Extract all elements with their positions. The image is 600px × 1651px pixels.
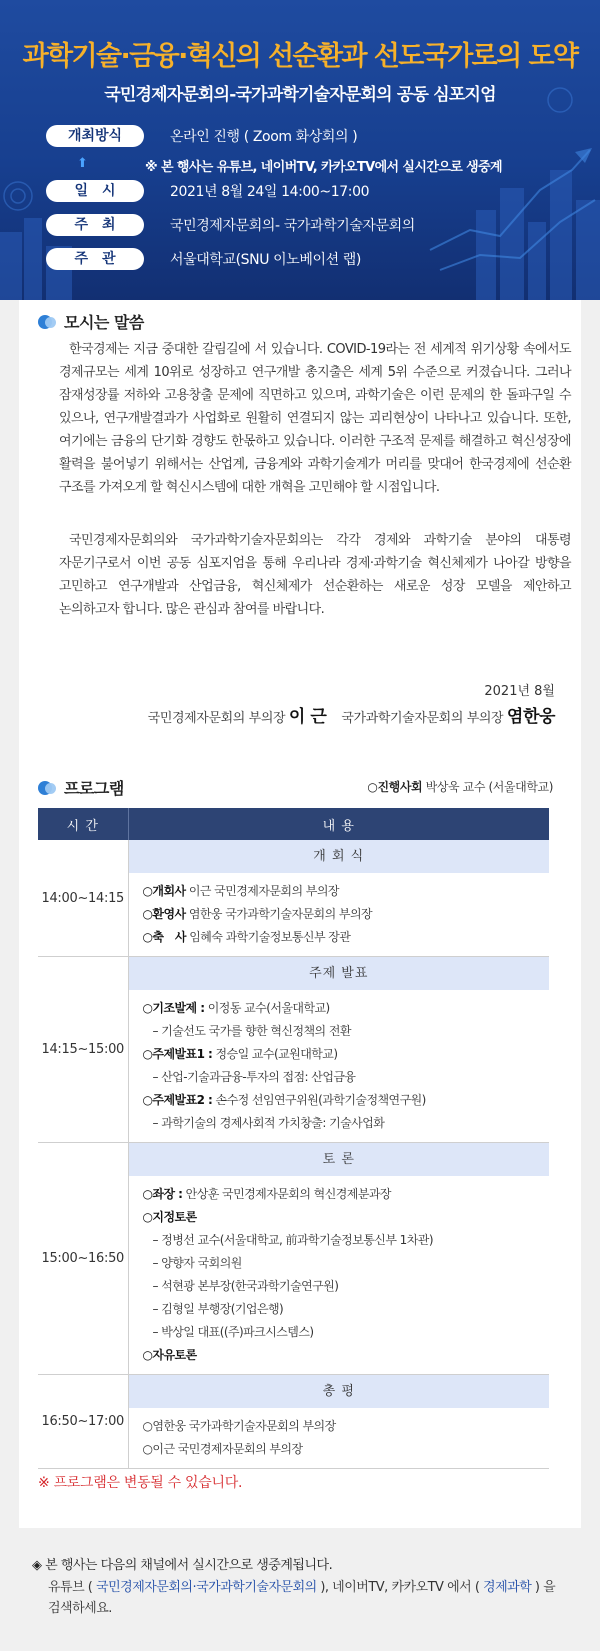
list-item [143, 880, 550, 903]
info-value: 온라인 진행 ( Zoom 화상회의 ) [170, 129, 358, 145]
bullet-dot-icon [38, 781, 56, 795]
event-subtitle: 국민경제자문회의-국가과학기술자문회의 공동 심포지엄 [104, 85, 496, 105]
event-title: 과학기술·금융·혁신의 선순환과 선도국가로의 도약 [22, 41, 578, 72]
youtube-channel-link[interactable]: 국민경제자문회의·국가과학기술자문회의 [96, 1580, 317, 1595]
search-keyword-link[interactable]: 경제과학 [483, 1580, 532, 1595]
signer2-role: 국가과학기술자문회의 부의장 [341, 711, 504, 726]
info-label: 일 시 [46, 180, 144, 202]
item-label: ○개회사 [142, 884, 186, 898]
info-label: 주 최 [46, 214, 144, 236]
arrow-up-icon: ⬆ [77, 156, 88, 171]
footer-text: ) 을 검색하세요. [48, 1580, 556, 1616]
item-text: – 박상일 대표((주)파크시스템스) [152, 1325, 314, 1339]
item-text: 안상훈 국민경제자문회의 혁신경제분과장 [182, 1187, 391, 1201]
info-label: 주 관 [46, 248, 144, 270]
footer-line: ◈ 본 행사는 다음의 채널에서 실시간으로 생중계됩니다. [32, 1558, 333, 1573]
item-text: 염한웅 국가과학기술자문회의 부의장 [185, 907, 373, 921]
session-title: 주제 발표 [129, 957, 550, 990]
item-label: ○지정토론 [142, 1210, 197, 1224]
item-label: ○좌장 : [142, 1187, 183, 1201]
list-item [143, 1206, 550, 1229]
session-items [129, 1176, 550, 1374]
item-text: – 정병선 교수(서울대학교, 前과학기술정보통신부 1차관) [152, 1233, 433, 1247]
list-item [143, 903, 550, 926]
session-time: 14:00~14:15 [38, 840, 128, 957]
item-text: – 과학기술의 경제사회적 가치창출: 기술사업화 [152, 1116, 385, 1130]
item-label: ○주제발표2 : [142, 1093, 213, 1107]
moderator-value: 박상욱 교수 (서울대학교) [425, 780, 553, 794]
list-item [143, 1066, 550, 1089]
list-item [143, 1043, 550, 1066]
item-text: 이근 국민경제자문회의 부의장 [185, 884, 339, 898]
item-text: – 양향자 국회의원 [152, 1256, 242, 1270]
item-text: 정승일 교수(교원대학교) [212, 1047, 338, 1061]
list-item [143, 997, 550, 1020]
greeting-paragraph-1: 한국경제는 지금 중대한 갈림길에 서 있습니다. COVID-19라는 전 세계적 위기상황 속에서도 경제규모는 세계 10위로 성장하고 연구개발 총지출은 세계 5위 수준으로 커졌습니다. 그러나 잠재성장률 저하와 고용창출 문제에 직면하고 있으며, 과학기술은 이런 문제의 한 돌파구일 수 있으나, 연구개발결과가 사업화로 원활히 연결되지 않는 괴리현상이 나타나고 있습니다. 또한, 여기에는 금융의 단기화 경향도 한몫하고 있습니다. 이러한 구조적 문제를 해결하고 혁신성장에 활력을 불어넣기 위해서는 산업계, 금융계와 과학기술계가 머리를 맞대어 한국경제에 선순환 구조를 가져오게 할 혁신시스템에 대한 개혁을 고민해야 할 시점입니다. [59, 342, 571, 495]
info-value: 국민경제자문회의- 국가과학기술자문회의 [170, 218, 415, 234]
list-item [143, 1344, 550, 1367]
table-row [38, 1375, 549, 1469]
info-row-organizer [46, 248, 361, 270]
footer-text: 유튜브 ( [48, 1580, 97, 1595]
letter-date: 2021년 8월 [484, 684, 555, 699]
list-item [143, 1112, 550, 1135]
footer-text: ), 네이버TV, 카카오TV 에서 ( [316, 1580, 484, 1595]
session-items [129, 990, 550, 1142]
info-row-method [46, 125, 357, 147]
signature-line [148, 702, 555, 727]
item-text: 손수정 선임연구위원(과학기술정책연구원) [212, 1093, 426, 1107]
item-label: ○기조발제 : [142, 1001, 205, 1015]
list-item [143, 1089, 550, 1112]
item-text: – 석현광 본부장(한국과학기술연구원) [152, 1279, 339, 1293]
program-change-note: ※ 프로그램은 변동될 수 있습니다. [38, 1475, 243, 1491]
list-item [143, 1415, 550, 1438]
signer1-role: 국민경제자문회의 부의장 [147, 711, 286, 726]
moderator-line [367, 778, 553, 795]
broadcast-note: ※ 본 행사는 유튜브, 네이버TV, 카카오TV에서 실시간으로 생중계 [145, 160, 503, 175]
table-row [38, 1143, 549, 1375]
item-text: – 산업-기술과금융-투자의 접점: 산업금융 [152, 1070, 356, 1084]
session-title: 총 평 [129, 1375, 550, 1408]
item-text: – 김형일 부행장(기업은행) [152, 1302, 284, 1316]
session-content [128, 1143, 549, 1375]
program-heading [38, 776, 124, 799]
item-text: 이정동 교수(서울대학교) [204, 1001, 330, 1015]
footer-channels [48, 1577, 558, 1619]
table-row [38, 957, 549, 1143]
signer1-name: 이 근 [288, 707, 327, 727]
table-header-row [38, 808, 549, 840]
session-title: 개 회 식 [129, 840, 550, 873]
info-label: 개최방식 [46, 125, 144, 147]
item-text: ○이근 국민경제자문회의 부의장 [142, 1442, 303, 1456]
item-label: ○축 사 [142, 930, 186, 944]
footer [0, 1528, 600, 1651]
table-row [38, 840, 549, 957]
moderator-label: ○진행사회 [367, 780, 423, 794]
list-item [143, 1275, 550, 1298]
list-item [143, 926, 550, 949]
session-items [129, 873, 550, 956]
session-items [129, 1408, 550, 1468]
session-time: 14:15~15:00 [38, 957, 128, 1143]
section-title: 프로그램 [64, 779, 124, 798]
greeting-heading [38, 310, 144, 333]
info-value: 2021년 8월 24일 14:00~17:00 [170, 184, 370, 200]
list-item [143, 1020, 550, 1043]
item-label: ○주제발표1 : [142, 1047, 213, 1061]
item-text: 임혜숙 과학기술정보통신부 장관 [185, 930, 351, 944]
header-content: 내 용 [128, 808, 549, 840]
list-item [143, 1321, 550, 1344]
signer2-name: 염한웅 [506, 707, 555, 727]
hero-banner [0, 0, 600, 300]
list-item [143, 1229, 550, 1252]
header-time: 시 간 [38, 808, 128, 840]
list-item [143, 1298, 550, 1321]
session-time: 16:50~17:00 [38, 1375, 128, 1469]
item-label: ○자유토론 [142, 1348, 197, 1362]
item-text: ○염한웅 국가과학기술자문회의 부의장 [142, 1419, 336, 1433]
greeting-paragraph-2: 국민경제자문회의와 국가과학기술자문회의는 각각 경제와 과학기술 분야의 대통령 자문기구로서 이번 공동 심포지엄을 통해 우리나라 경제·과학기술 혁신체제가 나아갈 방향을 고민하고 연구개발과 산업금융, 혁신체제가 선순환하는 새로운 성장 모델을 제안하고 논의하고자 합니다. 많은 관심과 참여를 바랍니다. [59, 533, 571, 617]
session-content [128, 1375, 549, 1469]
program-table [38, 808, 549, 1469]
info-row-datetime [46, 180, 369, 202]
list-item [143, 1183, 550, 1206]
info-value: 서울대학교(SNU 이노베이션 랩) [170, 252, 361, 268]
item-label: ○환영사 [142, 907, 186, 921]
session-content [128, 840, 549, 957]
session-time: 15:00~16:50 [38, 1143, 128, 1375]
session-title: 토 론 [129, 1143, 550, 1176]
info-row-host [46, 214, 415, 236]
item-text: – 기술선도 국가를 향한 혁신정책의 전환 [152, 1024, 351, 1038]
list-item [143, 1252, 550, 1275]
list-item [143, 1438, 550, 1461]
section-title: 모시는 말씀 [64, 313, 144, 332]
session-content [128, 957, 549, 1143]
bullet-dot-icon [38, 315, 56, 329]
